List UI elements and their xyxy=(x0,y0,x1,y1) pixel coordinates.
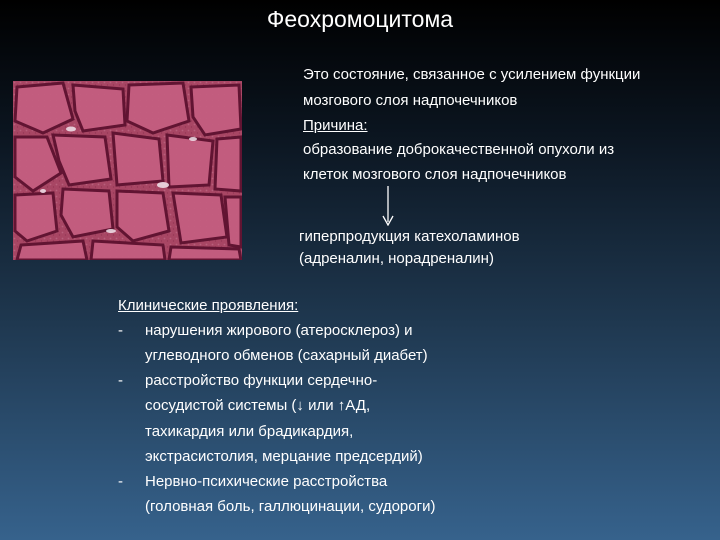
increase-arrow-icon: ↑ xyxy=(337,397,346,414)
description-line-1: Это состояние, связанное с усилением функции xyxy=(303,66,641,83)
down-arrow-icon xyxy=(381,186,395,226)
list-item-2-line-1: расстройство функции сердечно- xyxy=(145,372,378,389)
tumor-tissue-micrograph xyxy=(13,81,242,260)
cause-label: Причина: xyxy=(303,117,368,134)
result-line-1: гиперпродукция катехоламинов xyxy=(299,228,520,245)
list-dash: - xyxy=(118,473,123,490)
list-item-2-line-2 xyxy=(145,397,370,414)
result-line-2: (адреналин, норадреналин) xyxy=(299,250,494,267)
cause-line-1: образование доброкачественной опухоли из xyxy=(303,141,615,158)
list-item-2-text-c: АД, xyxy=(345,397,371,414)
slide-title: Феохромоцитома xyxy=(266,6,454,32)
decrease-arrow-icon: ↓ xyxy=(296,397,304,414)
list-dash: - xyxy=(118,322,123,339)
list-item-2-text-b: или xyxy=(303,397,338,414)
list-item-2-line-4: экстрасистолия, мерцание предсердий) xyxy=(145,448,423,465)
cause-line-2: клеток мозгового слоя надпочечников xyxy=(303,166,567,183)
histology-image xyxy=(13,81,242,260)
clinical-label: Клинические проявления: xyxy=(118,297,299,314)
list-item-2-text-a: сосудистой системы ( xyxy=(145,397,297,414)
list-item-3-line-1: Нервно-психические расстройства xyxy=(145,473,388,490)
list-item-1-line-1: нарушения жирового (атеросклероз) и xyxy=(145,322,413,339)
list-item-3-line-2: (головная боль, галлюцинации, судороги) xyxy=(145,498,436,515)
description-line-2: мозгового слоя надпочечников xyxy=(303,92,518,109)
list-dash: - xyxy=(118,372,123,389)
list-item-1-line-2: углеводного обменов (сахарный диабет) xyxy=(145,347,428,364)
list-item-2-line-3: тахикардия или брадикардия, xyxy=(145,423,354,440)
